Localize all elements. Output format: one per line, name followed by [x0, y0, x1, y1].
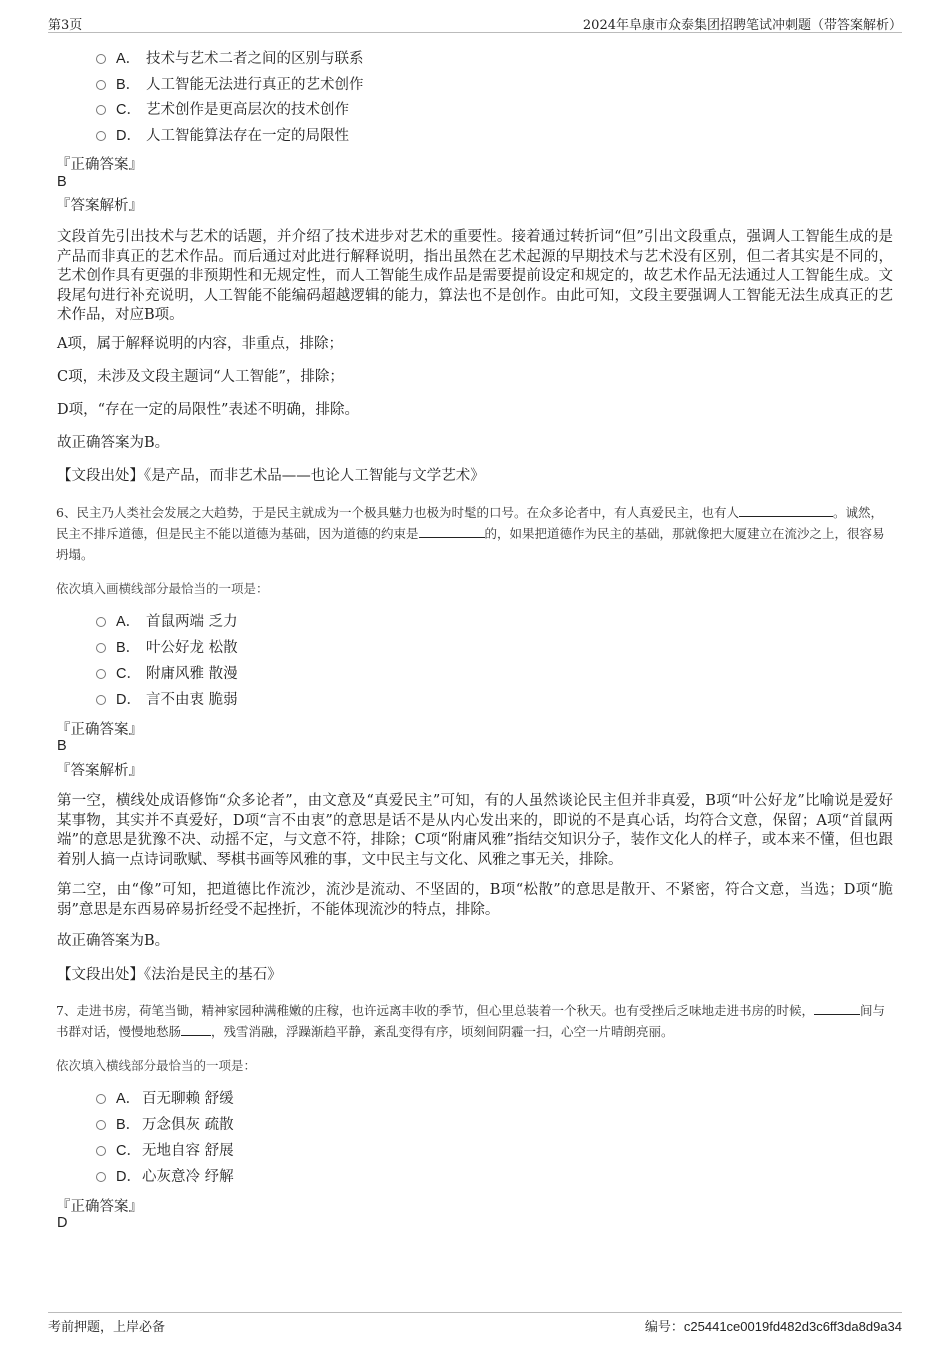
q7-option-d[interactable]: D．心灰意冷 纾解 — [96, 1166, 234, 1188]
q6-analysis-label: 『答案解析』 — [56, 763, 143, 779]
blank-1[interactable] — [814, 1002, 860, 1015]
q5-conclusion: 故正确答案为B。 — [57, 435, 170, 451]
q5-source: 【文段出处】《是产品，而非艺术品——也论人工智能与文学艺术》 — [57, 468, 485, 484]
radio-icon[interactable] — [96, 1094, 106, 1104]
radio-icon[interactable] — [96, 695, 106, 705]
q5-analysis-label: 『答案解析』 — [56, 198, 143, 214]
q6-analysis-first: 第一空，横线处成语修饰“众多论者”，由文意及“真爱民主”可知，有的人虽然谈论民主但并非真爱，B项“叶公好龙”比喻说是爱好某事物，其实并不真爱好，D项“言不由衷”的意思是话不是从内心发出来的，即说的不是真心话，均符合文意，保留；A项“首鼠两端”的意思是犹豫不决、动摇不定，与文意不符，排除；C项“附庸风雅”指结交知识分子，装作文化人的样子，或本来不懂，但也跟着别人搞一点诗词歌赋、琴棋书画等风雅的事，文中民主与文化、风雅之事无关，排除。 — [57, 793, 893, 868]
blank-2[interactable] — [181, 1023, 211, 1036]
q6-answer-label: 『正确答案』 — [56, 722, 143, 738]
q7-answer: D — [57, 1215, 68, 1231]
radio-icon[interactable] — [96, 1172, 106, 1182]
q5-option-b[interactable]: B． 人工智能无法进行真正的艺术创作 — [96, 74, 364, 96]
q5-answer: B — [57, 174, 67, 190]
blank-1[interactable] — [739, 504, 833, 517]
q5-analysis-d: D项，“存在一定的局限性”表述不明确，排除。 — [57, 402, 359, 418]
q6-option-c[interactable]: C． 附庸风雅 散漫 — [96, 663, 238, 685]
q5-answer-label: 『正确答案』 — [56, 157, 143, 173]
q7-option-c[interactable]: C．无地自容 舒展 — [96, 1140, 234, 1162]
q5-analysis-main: 文段首先引出技术与艺术的话题，并介绍了技术进步对艺术的重要性。接着通过转折词“但”引出文段重点，强调人工智能生成的是产品而非真正的艺术作品。而后通过对此进行解释说明，指出虽然在艺术起源的早期技术与艺术没有区别，但二者其实是不同的，艺术创作具有更强的非预期性和无规定性，而人工智能生成作品是需要提前设定和规定的，故艺术作品无法通过人工智能生成。文段尾句进行补充说明，人工智能不能编码超越逻辑的能力，算法也不是创作。由此可知，文段主要强调人工智能无法生成真正的艺术作品，对应B项。 — [57, 229, 893, 323]
q7-answer-label: 『正确答案』 — [56, 1199, 143, 1215]
q6-prompt: 依次填入画横线部分最恰当的一项是： — [56, 581, 269, 596]
radio-icon[interactable] — [96, 617, 106, 627]
radio-icon[interactable] — [96, 131, 106, 141]
q5-option-c[interactable]: C． 艺术创作是更高层次的技术创作 — [96, 99, 349, 121]
q7-option-b[interactable]: B． 万念俱灰 疏散 — [96, 1114, 234, 1136]
radio-icon[interactable] — [96, 669, 106, 679]
radio-icon[interactable] — [96, 105, 106, 115]
radio-icon[interactable] — [96, 1146, 106, 1156]
q6-option-d[interactable]: D． 言不由衷 脆弱 — [96, 689, 238, 711]
footer-slogan: 考前押题，上岸必备 — [48, 1320, 166, 1335]
page-number: 第3页 — [48, 18, 83, 33]
q7-stem: 7、走进书房，荷笔当锄，精神家园种满稚嫩的庄稼，也许远离丰收的季节，但心里总装着一个秋天。也有受挫后乏味地走进书房的时候， 间与书群对话，慢慢地愁肠 ，残雪消融，浮躁渐趋平静，紊乱变得有序，顷刻间阴霾一扫，心空一片晴朗亮丽。 — [56, 1003, 885, 1039]
radio-icon[interactable] — [96, 54, 106, 64]
q7-option-a[interactable]: A． 百无聊赖 舒缓 — [96, 1088, 234, 1110]
q6-stem: 6、民主乃人类社会发展之大趋势，于是民主就成为一个极具魅力也极为时髦的口号。在众多论者中，有人真爱民主，也有人 。诚然，民主不排斥道德，但是民主不能以道德为基础，因为道德的约束是 的，如果把道德作为民主的基础，那就像把大厦建立在流沙之上，很容易坍塌。 — [56, 505, 885, 562]
q6-option-b[interactable]: B． 叶公好龙 松散 — [96, 637, 238, 659]
q5-option-d[interactable]: D． 人工智能算法存在一定的局限性 — [96, 125, 349, 147]
q6-option-a[interactable]: A． 首鼠两端 乏力 — [96, 611, 238, 633]
q6-answer: B — [57, 738, 67, 754]
blank-2[interactable] — [419, 525, 485, 538]
page-footer — [48, 1312, 902, 1337]
q6-analysis-second: 第二空，由“像”可知，把道德比作流沙，流沙是流动、不坚固的，B项“松散”的意思是散开、不紧密，符合文意，当选；D项“脆弱”意思是东西易碎易折经受不起挫折，不能体现流沙的特点，排除。 — [57, 882, 893, 918]
q5-analysis-a: A项，属于解释说明的内容，非重点，排除； — [57, 336, 343, 352]
radio-icon[interactable] — [96, 1120, 106, 1130]
page-header — [48, 14, 902, 33]
document-title: 2024年阜康市众泰集团招聘笔试冲刺题（带答案解析） — [582, 18, 902, 33]
q6-source: 【文段出处】《法治是民主的基石》 — [57, 967, 282, 983]
radio-icon[interactable] — [96, 643, 106, 653]
q6-conclusion: 故正确答案为B。 — [57, 933, 170, 949]
radio-icon[interactable] — [96, 80, 106, 90]
q7-prompt: 依次填入横线部分最恰当的一项是： — [56, 1058, 257, 1073]
document-id: 编号：c25441ce0019fd482d3c6ff3da8d9a34 — [644, 1319, 902, 1335]
q5-option-a[interactable]: A． 技术与艺术二者之间的区别与联系 — [96, 48, 364, 70]
q5-analysis-c: C项，未涉及文段主题词“人工智能”，排除； — [57, 369, 344, 385]
